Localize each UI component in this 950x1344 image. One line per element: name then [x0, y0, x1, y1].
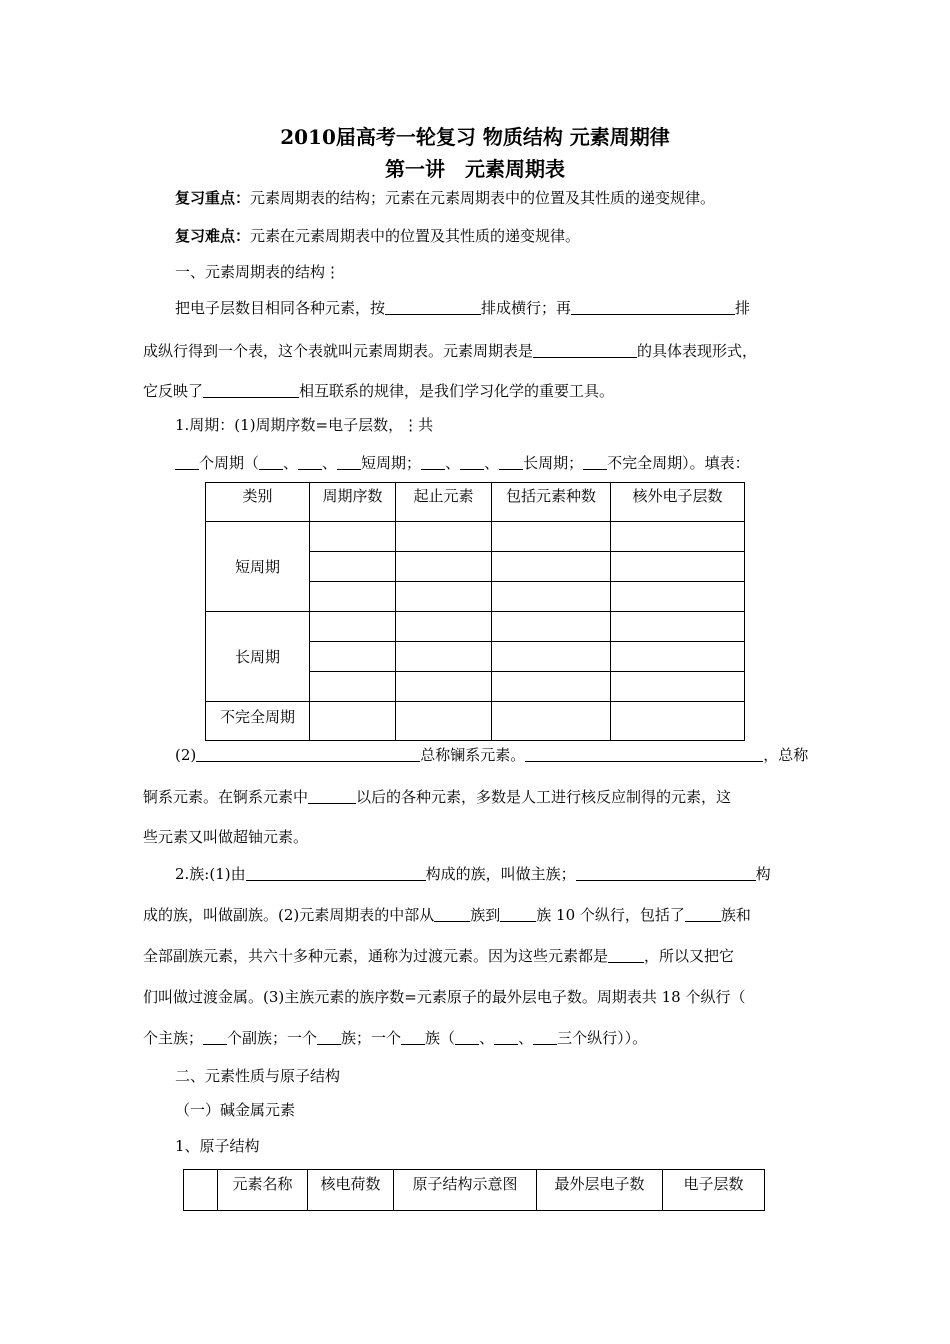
table-cell[interactable]: [310, 642, 396, 672]
table-header: 起止元素: [396, 483, 492, 522]
fill-blank[interactable]: [175, 453, 199, 470]
table-cell[interactable]: [396, 522, 492, 552]
table-header: 类别: [206, 483, 310, 522]
fill-blank[interactable]: [525, 745, 763, 762]
fill-blank[interactable]: [499, 453, 523, 470]
table-header: 原子结构示意图: [394, 1170, 537, 1211]
fill-blank[interactable]: [421, 453, 445, 470]
table-cell[interactable]: [396, 552, 492, 582]
fill-blank[interactable]: [337, 453, 361, 470]
section-1-heading: 一、元素周期表的结构⋮: [175, 263, 341, 281]
table-cell[interactable]: [611, 672, 745, 702]
paragraph-line: 锕系元素。在锕系元素中 以后的各种元素，多数是人工进行核反应制得的元素，这: [143, 788, 732, 806]
table-cell[interactable]: [396, 642, 492, 672]
table-header: 电子层数: [663, 1170, 765, 1211]
table-cell[interactable]: [611, 582, 745, 612]
fill-blank[interactable]: [685, 905, 721, 922]
table-header: [184, 1170, 218, 1211]
fill-blank[interactable]: [259, 453, 283, 470]
table-cell[interactable]: [492, 702, 611, 741]
table-cell[interactable]: [310, 522, 396, 552]
table-header: 最外层电子数: [537, 1170, 663, 1211]
paragraph-line: 2.族:(1)由 构成的族，叫做主族； 构: [175, 865, 771, 883]
fill-blank[interactable]: [385, 298, 481, 315]
paragraph-line: 它反映了 相互联系的规律，是我们学习化学的重要工具。: [143, 382, 615, 400]
table-cell[interactable]: [396, 672, 492, 702]
paragraph-line: 全部副族元素，共六十多种元素，通称为过渡元素。因为这些元素都是 ，所以又把它: [143, 947, 735, 965]
periods-table: [205, 482, 745, 741]
fill-blank[interactable]: [434, 905, 470, 922]
section-2-heading: 二、元素性质与原子结构: [175, 1067, 341, 1085]
fill-blank[interactable]: [571, 298, 735, 315]
table-cell[interactable]: [611, 552, 745, 582]
table-header: 包括元素种数: [492, 483, 611, 522]
fill-blank[interactable]: [608, 946, 644, 963]
table-cell[interactable]: [492, 522, 611, 552]
table-cell[interactable]: [611, 702, 745, 741]
fill-blank[interactable]: [203, 381, 299, 398]
table-cell[interactable]: [492, 672, 611, 702]
fill-blank[interactable]: [500, 905, 536, 922]
item-heading: 1、原子结构: [175, 1137, 260, 1155]
atomic-structure-table: [183, 1169, 765, 1211]
fill-blank[interactable]: [317, 1028, 341, 1045]
fill-blank[interactable]: [246, 864, 426, 881]
paragraph-line: 们叫做过渡金属。(3)主族元素的族序数=元素原子的最外层电子数。周期表共 18 个纵行（: [143, 988, 746, 1006]
paragraph-line: 个主族； 个副族；一个 族；一个 族（ 、 、 三个纵行））。: [143, 1029, 648, 1047]
fill-blank[interactable]: [533, 341, 637, 358]
table-cell[interactable]: [396, 612, 492, 642]
table-cell[interactable]: [310, 702, 396, 741]
lecture-title: 第一讲 元素周期表: [385, 157, 565, 181]
paragraph-line: 成纵行得到一个表，这个表就叫元素周期表。元素周期表是 的具体表现形式，: [143, 342, 758, 360]
table-header: 元素名称: [218, 1170, 308, 1211]
table-cell[interactable]: [310, 552, 396, 582]
table-cell[interactable]: [396, 702, 492, 741]
fill-blank[interactable]: [576, 864, 756, 881]
table-cell[interactable]: [611, 612, 745, 642]
review-difficulty: 复习难点：元素在元素周期表中的位置及其性质的递变规律。: [175, 227, 581, 245]
paragraph-line: 成的族，叫做副族。(2)元素周期表的中部从 族到 族 10 个纵行，包括了 族和: [143, 906, 751, 924]
fill-blank[interactable]: [494, 1028, 518, 1045]
table-header: 周期序数: [310, 483, 396, 522]
table-cell[interactable]: [611, 522, 745, 552]
category-short-period: 短周期: [206, 522, 310, 612]
fill-blank[interactable]: [401, 1028, 425, 1045]
table-cell[interactable]: [492, 552, 611, 582]
fill-blank[interactable]: [308, 787, 356, 804]
periods-line: 1.周期：(1)周期序数=电子层数，⋮共: [175, 416, 434, 434]
category-incomplete-period: 不完全周期: [206, 702, 310, 741]
paragraph-line: (2) 总称镧系元素。 ，总称: [175, 746, 809, 764]
fill-blank[interactable]: [196, 745, 420, 762]
table-cell[interactable]: [310, 582, 396, 612]
fill-blank[interactable]: [298, 453, 322, 470]
fill-blank[interactable]: [533, 1028, 557, 1045]
fill-blank[interactable]: [583, 453, 607, 470]
fill-blank[interactable]: [455, 1028, 479, 1045]
table-cell[interactable]: [492, 642, 611, 672]
table-header: 核电荷数: [308, 1170, 394, 1211]
table-header: 核外电子层数: [611, 483, 745, 522]
paragraph-line: 些元素又叫做超铀元素。: [143, 828, 309, 846]
fill-blank[interactable]: [460, 453, 484, 470]
table-cell[interactable]: [611, 642, 745, 672]
fill-blank[interactable]: [203, 1028, 227, 1045]
table-cell[interactable]: [396, 582, 492, 612]
subsection-heading: （一）碱金属元素: [175, 1101, 296, 1119]
review-focus: 复习重点：元素周期表的结构；元素在元素周期表中的位置及其性质的递变规律。: [175, 189, 716, 207]
paragraph-line: 把电子层数目相同各种元素，按 排成横行；再 排: [175, 299, 751, 317]
table-cell[interactable]: [492, 612, 611, 642]
category-long-period: 长周期: [206, 612, 310, 702]
table-cell[interactable]: [310, 672, 396, 702]
table-cell[interactable]: [310, 612, 396, 642]
document-title: 2010届高考一轮复习 物质结构 元素周期律: [280, 125, 670, 149]
table-cell[interactable]: [492, 582, 611, 612]
periods-blanks-line: 个周期（ 、 、 短周期； 、 、 长周期； 不完全周期）。填表：: [175, 453, 750, 473]
